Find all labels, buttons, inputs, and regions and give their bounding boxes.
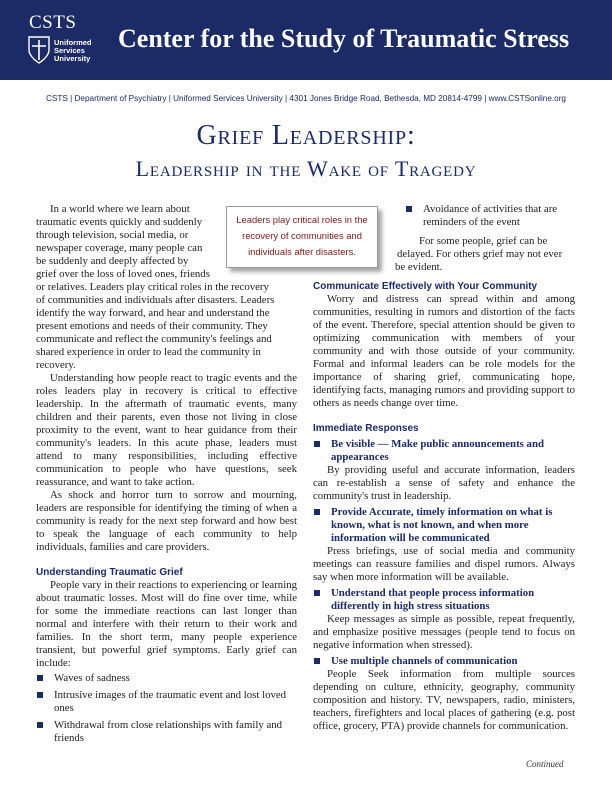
csts-logo [26, 12, 108, 68]
right-column [313, 203, 575, 733]
contact-line: CSTS | Department of Psychiatry | Uniformed Services University | 4301 Jones Bridge Road, Bethesda, MD 20814-4799 | www.CSTSonline.org [45, 94, 566, 103]
intro-line: of communities and individuals after disasters. Leaders [36, 294, 275, 306]
response-item [313, 587, 575, 652]
intro-line: recovery. [36, 359, 76, 371]
intro-line: present emotions and needs of their community. They [36, 320, 268, 332]
pull-quote-line: recovery of communities and [242, 230, 362, 241]
intro-line: be suddenly and deeply affected by [36, 255, 189, 267]
response-item-heading: Provide Accurate, timely information on what is known, what is not known, and when more information will be communicated [313, 506, 575, 545]
header-banner [0, 0, 612, 80]
document-subtitle: Leadership in the Wake of Tragedy [135, 156, 477, 181]
list-item [36, 672, 297, 685]
grief-symptom-list-continued [405, 203, 575, 229]
square-bullet-icon [37, 722, 43, 728]
response-item-text: Keep messages as simple as possible, repeat frequently, and emphasize positive messages (people tend to focus on negative information when stressed). [313, 613, 575, 651]
intro-line: through television, social media, or [36, 229, 189, 241]
square-bullet-icon [37, 675, 43, 681]
intro-line: grief over the loss of loved ones, friends [36, 268, 210, 280]
square-bullet-icon [314, 441, 320, 447]
list-item [36, 719, 297, 745]
continued-label: Continued [526, 759, 564, 769]
body-paragraph: Understanding how people react to tragic events and the roles leaders play in recovery is critical to effective leadership. In the aftermath of traumatic events, many children and their parents, even those not living in close proximity to the event, want to hear guidance from their community's leaders. In this acute phase, leaders must attend to many responsibilities, including effective communication to people who have questions, seek reassurance, and want to take action. [36, 372, 297, 488]
square-bullet-icon [406, 206, 412, 212]
intro-line: or relatives. Leaders play critical roles in the recovery [36, 281, 269, 293]
left-column [36, 203, 297, 745]
logo-line-3: University [54, 54, 91, 63]
grief-note-line: be evident. [395, 261, 443, 273]
response-item-text: Press briefings, use of social media and community meetings can reassure families and dispel rumors. Always say when more information will be available. [313, 545, 575, 583]
intro-line: identify the way forward, and hear and understand the [36, 307, 270, 319]
organization-title: Center for the Study of Traumatic Stress [118, 24, 570, 53]
section-heading: Communicate Effectively with Your Community [313, 281, 538, 292]
response-item-text: By providing useful and accurate information, leaders can re-establish a sense of safety and enhance the community's trust in leadership. [313, 464, 575, 502]
pull-quote-line: Leaders play critical roles in the [236, 214, 368, 225]
grief-note-line: delayed. For others grief may not ever [397, 248, 563, 260]
intro-line: shared experience in order to lead the community in [36, 346, 261, 358]
intro-line: communicate and reflect the community's feelings and [36, 333, 272, 345]
square-bullet-icon [314, 658, 320, 664]
body-paragraph: Worry and distress can spread within and among communities, resulting in rumors and distortion of the facts of the event. Therefore, special attention should be given to optimizing communication with members of your community and with those outside of your community. Formal and informal leaders can be role models for the importance of sharing grief, communicating hope, identifying facts, managing rumors and providing support to others as needs change over time. [313, 293, 575, 409]
response-item-heading: Understand that people process information differently in high stress situations [313, 587, 575, 613]
list-item-text: Intrusive images of the traumatic event and lost loved ones [54, 689, 287, 714]
response-item-text: People Seek information from multiple sources depending on culture, ethnicity, geography, community composition and history. TV, newspapers, radio, ministers, teachers, firefighters and local places of gathering (e.g. post office, grocery, PTA) provide channels for communication. [313, 668, 575, 732]
document-title: Grief Leadership: [196, 120, 416, 151]
response-item-heading: Be visible — Make public announcements and appearances [313, 438, 575, 464]
grief-note [313, 235, 575, 274]
section-heading: Immediate Responses [313, 423, 419, 434]
list-item [405, 203, 575, 229]
logo-abbr: CSTS [29, 12, 77, 33]
shield-icon [28, 36, 50, 64]
response-item [313, 655, 575, 733]
logo-line-2: Services [54, 46, 85, 55]
logo-line-1: Uniformed [54, 38, 92, 47]
grief-symptom-list [36, 672, 297, 745]
pull-quote-line: individuals after disasters. [248, 246, 356, 257]
list-item-text: Avoidance of activities that are reminders of the event [423, 203, 558, 228]
list-item [36, 689, 297, 715]
response-item-heading: Use multiple channels of communication [313, 655, 575, 668]
body-paragraph: As shock and horror turn to sorrow and mourning, leaders are responsible for identifying the timing of when a community is ready for the next step forward and how best to speak the language of each community to help individuals, families and care providers. [36, 489, 297, 553]
response-item [313, 438, 575, 503]
body-paragraph: People vary in their reactions to experiencing or learning about traumatic losses. Most will do fine over time, while for some the immediate reactions can last longer than normal and interfere with their return to their work and families. In the short term, many people experience transient, but powerful grief symptoms. Early grief can include: [36, 579, 297, 669]
intro-line: newspaper coverage, many people can [36, 242, 203, 254]
list-item-text: Withdrawal from close relationships with family and friends [54, 719, 283, 744]
square-bullet-icon [314, 590, 320, 596]
response-item [313, 506, 575, 584]
list-item-text: Waves of sadness [54, 672, 130, 684]
square-bullet-icon [314, 509, 320, 515]
intro-line: traumatic events quickly and suddenly [36, 216, 203, 228]
square-bullet-icon [37, 692, 43, 698]
grief-note-line: For some people, grief can be [419, 235, 548, 247]
section-heading: Understanding Traumatic Grief [36, 567, 183, 578]
intro-line: In a world where we learn about [50, 203, 190, 215]
